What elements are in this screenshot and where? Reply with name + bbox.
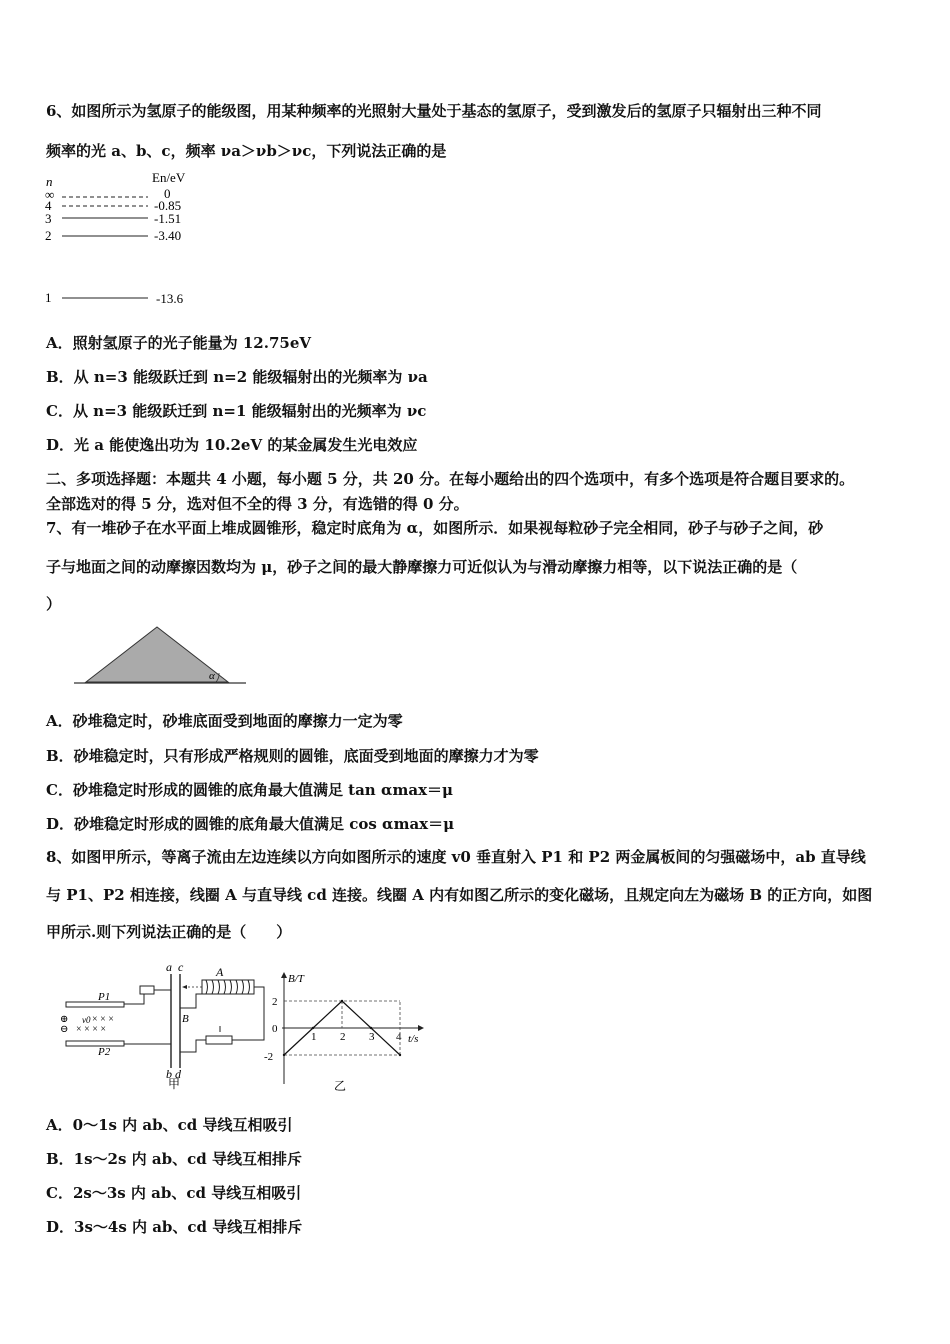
q8-stem-line2: 与 P1、P2 相连接，线圈 A 与直导线 cd 连接。线圈 A 内有如图乙所示的变化磁场，且规定向左为磁场 B 的正方向，如图 <box>46 886 873 904</box>
q6-option-d: D．光 a 能使逸出功为 10.2eV 的某金属发生光电效应 <box>46 436 418 454</box>
label-v0: v0 <box>82 1015 91 1025</box>
energy-level-diagram <box>40 166 220 311</box>
label-p1: P1 <box>98 991 111 1003</box>
level-n-3: 3 <box>45 211 52 226</box>
plate-p1 <box>66 1002 124 1007</box>
q8-option-d: D．3s～4s 内 ab、cd 导线互相排斥 <box>46 1218 303 1236</box>
resistor <box>206 1036 232 1044</box>
y-axis-arrow <box>281 972 287 978</box>
y-tick-2: 2 <box>272 996 278 1008</box>
bt-point-2 <box>341 1000 343 1002</box>
wire-coil-to-c <box>180 994 202 1008</box>
q8-stem-line1: 8、如图甲所示，等离子流由左边连续以方向如图所示的速度 v0 垂直射入 P1 和 P2 两金属板间的匀强磁场中，ab 直导线 <box>46 848 866 866</box>
level-e-2: -3.40 <box>154 228 182 243</box>
bt-segment-1 <box>313 1001 342 1028</box>
b-field-arrowhead <box>182 985 187 989</box>
n-axis-label: n <box>46 174 53 189</box>
plate-p2 <box>66 1041 124 1046</box>
level-e-4: -0.85 <box>154 198 182 213</box>
q7-option-c: C．砂堆稳定时形成的圆锥的底角最大值满足 tan αmax＝μ <box>46 781 453 799</box>
level-n-2: 2 <box>45 228 52 243</box>
y-tick-neg2: -2 <box>264 1051 274 1063</box>
q7-option-d: D．砂堆稳定时形成的圆锥的底角最大值满足 cos αmax＝μ <box>46 815 455 833</box>
q8-option-a: A．0～1s 内 ab、cd 导线互相吸引 <box>46 1116 293 1134</box>
angle-alpha-label: α <box>209 670 215 682</box>
coil-core <box>202 980 254 994</box>
level-n-1: 1 <box>45 290 52 305</box>
y-tick-0: 0 <box>272 1023 278 1035</box>
bt-point-3 <box>370 1027 372 1029</box>
bt-segment-0 <box>284 1028 313 1055</box>
level-n-4: 4 <box>45 198 52 213</box>
caption-yi: 乙 <box>334 1079 347 1092</box>
magnetic-field-crosses-2: × × × <box>92 1014 114 1025</box>
bt-point-1 <box>312 1027 314 1029</box>
energy-axis-label: En/eV <box>152 170 186 185</box>
q8-option-c: C．2s～3s 内 ab、cd 导线互相吸引 <box>46 1184 302 1202</box>
q7-option-a: A．砂堆稳定时，砂堆底面受到地面的摩擦力一定为零 <box>46 712 403 730</box>
figure-yi-bt-graph <box>262 968 432 1092</box>
q7-stem-line3: ） <box>46 595 62 613</box>
label-p2: P2 <box>98 1046 111 1058</box>
bt-point-0 <box>283 1054 285 1056</box>
plasma-plus: ⊕ <box>60 1014 69 1025</box>
level-e-3: -1.51 <box>154 211 182 226</box>
caption-jia: 甲 <box>168 1077 181 1090</box>
x-tick-2: 2 <box>340 1031 346 1043</box>
level-n-inf: ∞ <box>45 187 55 202</box>
sand-cone <box>86 627 228 682</box>
q8-stem-line3: 甲所示.则下列说法正确的是（ ） <box>46 923 292 941</box>
y-axis-label: B/T <box>288 973 304 985</box>
q6-stem-line1: 6、如图所示为氢原子的能级图，用某种频率的光照射大量处于基态的氢原子，受到激发后的氢原子只辐射出三种不同 <box>46 102 822 120</box>
wire-resistor-to-d <box>180 1040 206 1052</box>
x-axis-label: t/s <box>408 1033 419 1045</box>
figure-jia-circuit <box>56 958 276 1090</box>
x-tick-4: 4 <box>396 1031 402 1043</box>
section2-line1: 二、多项选择题：本题共 4 小题，每小题 5 分，共 20 分。在每小题给出的四个选项中，有多个选项是符合题目要求的。 <box>46 470 855 488</box>
bt-point-4 <box>399 1054 401 1056</box>
sand-cone-figure <box>70 622 250 688</box>
q8-option-b: B．1s～2s 内 ab、cd 导线互相排斥 <box>46 1150 302 1168</box>
label-c: c <box>178 960 184 974</box>
label-d: d <box>175 1067 181 1081</box>
magnetic-field-crosses: × × × × <box>76 1024 107 1035</box>
q6-option-b: B．从 n=3 能级跃迁到 n=2 能级辐射出的光频率为 νa <box>46 368 428 386</box>
q6-option-c: C．从 n=3 能级跃迁到 n=1 能级辐射出的光频率为 νc <box>46 402 427 420</box>
section2-line2: 全部选对的得 5 分，选对但不全的得 3 分，有选错的得 0 分。 <box>46 495 469 513</box>
level-e-inf: 0 <box>164 186 171 201</box>
label-b: b <box>166 1067 172 1081</box>
label-b-field: B <box>182 1013 189 1025</box>
bt-segment-2 <box>342 1001 371 1028</box>
wire-coil-loop <box>232 987 264 1040</box>
q7-stem-line2: 子与地面之间的动摩擦因数均为 μ，砂子之间的最大静摩擦力可近似认为与滑动摩擦力相等，以下说法正确的是（ <box>46 558 798 576</box>
q7-stem-line1: 7、有一堆砂子在水平面上堆成圆锥形，稳定时底角为 α，如图所示．如果视每粒砂子完全相同，砂子与砂子之间，砂 <box>46 519 824 537</box>
label-coil-a: A <box>216 965 224 979</box>
x-tick-3: 3 <box>369 1031 375 1043</box>
q7-option-b: B．砂堆稳定时，只有形成严格规则的圆锥，底面受到地面的摩擦力才为零 <box>46 747 539 765</box>
plasma-minus: ⊖ <box>60 1024 69 1035</box>
x-tick-1: 1 <box>311 1031 317 1043</box>
label-a: a <box>166 960 172 974</box>
x-axis-arrow <box>418 1025 424 1031</box>
q6-option-a: A．照射氢原子的光子能量为 12.75eV <box>46 334 312 352</box>
level-e-1: -13.6 <box>156 291 184 306</box>
connector-a <box>140 986 154 994</box>
q6-stem-line2: 频率的光 a、b、c，频率 νa＞νb＞νc，下列说法正确的是 <box>46 142 447 160</box>
